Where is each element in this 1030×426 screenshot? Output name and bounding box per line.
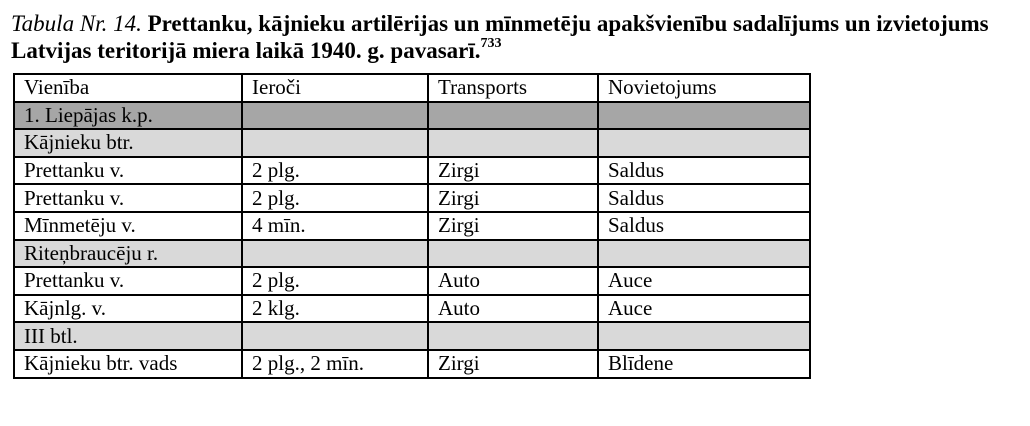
cell-location — [598, 322, 810, 350]
header-cell-location: Novietojums — [598, 74, 810, 102]
cell-transport — [428, 240, 598, 268]
cell-unit: III btl. — [14, 322, 242, 350]
cell-weapons — [242, 129, 428, 157]
cell-unit: Kājnlg. v. — [14, 295, 242, 323]
footnote-marker: 733 — [480, 36, 502, 52]
cell-location — [598, 129, 810, 157]
cell-location: Blīdene — [598, 350, 810, 378]
header-cell-transport: Transports — [428, 74, 598, 102]
cell-unit: Kājnieku btr. vads — [14, 350, 242, 378]
cell-weapons — [242, 240, 428, 268]
cell-transport: Auto — [428, 295, 598, 323]
cell-weapons: 2 plg. — [242, 184, 428, 212]
header-cell-weapons: Ieroči — [242, 74, 428, 102]
header-cell-unit: Vienība — [14, 74, 242, 102]
cell-unit: Riteņbraucēju r. — [14, 240, 242, 268]
cell-location: Saldus — [598, 184, 810, 212]
cell-weapons — [242, 102, 428, 130]
cell-transport: Zirgi — [428, 157, 598, 185]
cell-unit: Prettanku v. — [14, 267, 242, 295]
units-table — [13, 73, 811, 379]
table-row — [14, 240, 810, 268]
cell-location: Auce — [598, 267, 810, 295]
cell-location — [598, 240, 810, 268]
table-caption — [11, 10, 1021, 64]
table-row — [14, 184, 810, 212]
cell-unit: Kājnieku btr. — [14, 129, 242, 157]
table-header-row — [14, 74, 810, 102]
table-row — [14, 322, 810, 350]
cell-transport: Zirgi — [428, 184, 598, 212]
cell-transport — [428, 102, 598, 130]
cell-transport: Zirgi — [428, 212, 598, 240]
cell-weapons: 2 plg. — [242, 157, 428, 185]
cell-location: Saldus — [598, 157, 810, 185]
cell-transport — [428, 322, 598, 350]
cell-location: Auce — [598, 295, 810, 323]
cell-transport: Zirgi — [428, 350, 598, 378]
cell-weapons — [242, 322, 428, 350]
table-row — [14, 295, 810, 323]
cell-location: Saldus — [598, 212, 810, 240]
cell-weapons: 2 klg. — [242, 295, 428, 323]
table-row — [14, 129, 810, 157]
cell-unit: Mīnmetēju v. — [14, 212, 242, 240]
table-row — [14, 350, 810, 378]
table-number: Tabula Nr. 14. — [11, 11, 142, 36]
cell-unit: Prettanku v. — [14, 157, 242, 185]
cell-unit: Prettanku v. — [14, 184, 242, 212]
table-row — [14, 212, 810, 240]
cell-location — [598, 102, 810, 130]
cell-transport — [428, 129, 598, 157]
table-row — [14, 157, 810, 185]
table-title: Prettanku, kājnieku artilērijas un mīnmetēju apakšvienību sadalījums un izvietojums Latvijas teritorijā miera laikā 1940. g. pavasarī. — [11, 11, 989, 63]
cell-weapons: 2 plg., 2 mīn. — [242, 350, 428, 378]
cell-transport: Auto — [428, 267, 598, 295]
cell-weapons: 4 mīn. — [242, 212, 428, 240]
table-row — [14, 267, 810, 295]
cell-unit: 1. Liepājas k.p. — [14, 102, 242, 130]
cell-weapons: 2 plg. — [242, 267, 428, 295]
table-row — [14, 102, 810, 130]
